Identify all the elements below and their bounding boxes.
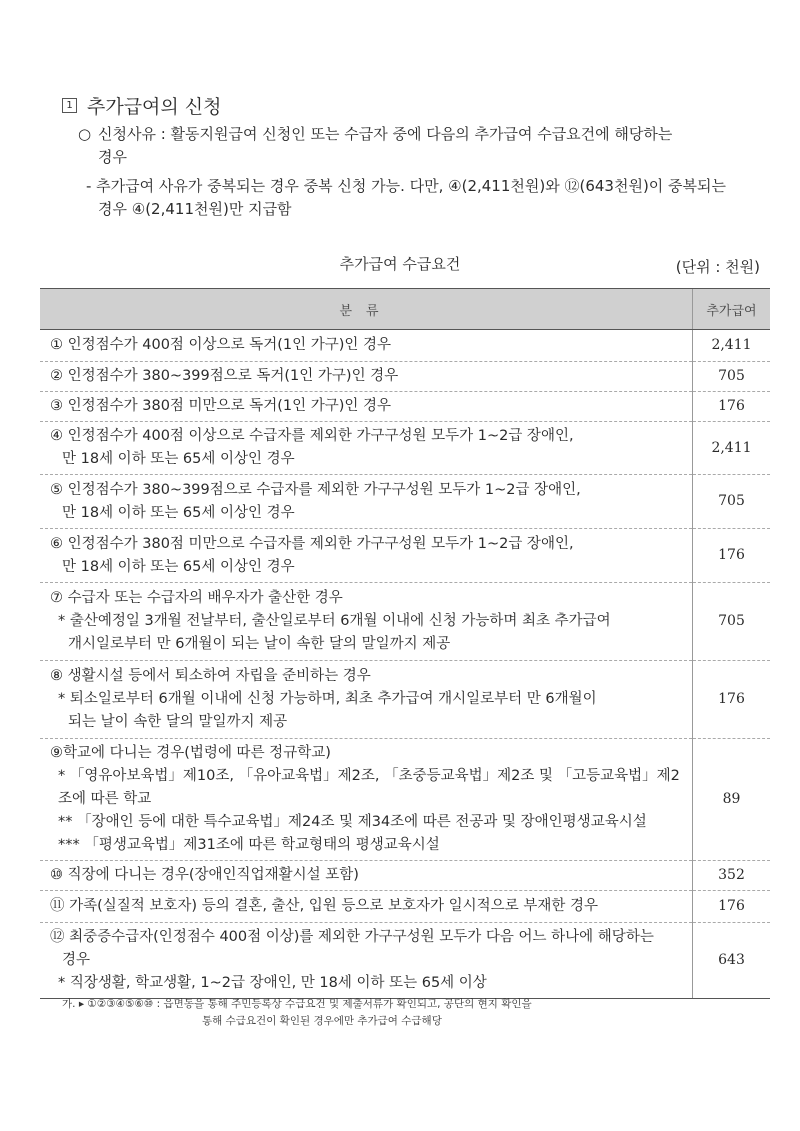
- row-amount: 176: [693, 661, 771, 739]
- row-description: [40, 475, 693, 529]
- row-description: [40, 739, 693, 861]
- table-row: [40, 529, 770, 583]
- row-line: ⑩ 직장에 다니는 경우(장애인직업재활시설 포함): [50, 867, 359, 883]
- table-body: [40, 330, 770, 999]
- table-row: [40, 861, 770, 891]
- row-line: * 직장생활, 학교생활, 1~2급 장애인, 만 18세 이하 또는 65세 이상: [58, 975, 487, 991]
- box-number-marker: 1: [62, 98, 77, 113]
- table-title: 추가급여 수급요건: [339, 255, 461, 273]
- row-line: ** 「장애인 등에 대한 특수교육법」제24조 및 제34조에 따른 전공과 및 장애인평생교육시설: [58, 814, 647, 830]
- row-description: [40, 362, 693, 392]
- footnote: [62, 996, 532, 1030]
- row-amount: 705: [693, 583, 771, 661]
- row-line: ⑤ 인정점수가 380~399점으로 수급자를 제외한 가구구성원 모두가 1~2급 장애인,: [50, 481, 581, 498]
- row-line: 개시일로부터 만 6개월이 되는 날이 속한 달의 말일까지 제공: [68, 636, 451, 652]
- row-description: [40, 392, 693, 422]
- footnote-line-1: 가. ▸ ①②③④⑤⑥⑩ : 읍면동을 통해 주민등록상 수급요건 및 제출서류가 확인되고, 공단의 현지 확인을: [62, 998, 532, 1010]
- row-line: 만 18세 이하 또는 65세 이상인 경우: [62, 451, 295, 467]
- reason-line: 신청사유 : 활동지원급여 신청인 또는 수급자 중에 다음의 추가급여 수급요건에 해당하는: [98, 125, 673, 143]
- row-line: ⑪ 가족(실질적 보호자) 등의 결혼, 출산, 입원 등으로 보호자가 일시적으로 부재한 경우: [50, 898, 598, 914]
- table-row: [40, 739, 770, 861]
- row-amount: 89: [693, 739, 771, 861]
- table-row: [40, 583, 770, 661]
- section-title: 추가급여의 신청: [87, 96, 222, 118]
- table-unit: (단위 : 천원): [675, 258, 760, 276]
- row-line: ⑨학교에 다니는 경우(법령에 따른 정규학교): [50, 745, 331, 761]
- row-amount: 705: [693, 362, 771, 392]
- table-row: [40, 422, 770, 475]
- row-line: ⑫ 최중증수급자(인정점수 400점 이상)를 제외한 가구구성원 모두가 다음 어느 하나에 해당하는: [50, 929, 654, 945]
- row-description: [40, 661, 693, 739]
- row-line: 만 18세 이하 또는 65세 이상인 경우: [62, 558, 295, 575]
- duplicate-note-paragraph: [86, 175, 776, 221]
- table-row: [40, 392, 770, 422]
- table-row: [40, 362, 770, 392]
- row-amount: 2,411: [693, 422, 771, 475]
- reason-line-cont: 경우: [98, 148, 127, 166]
- row-line: * 퇴소일로부터 6개월 이내에 신청 가능하며, 최초 추가급여 개시일로부터 만 6개월이: [58, 691, 597, 707]
- circle-bullet-icon: ○: [78, 125, 92, 143]
- table-row: [40, 891, 770, 923]
- header-category: 분류: [40, 289, 693, 330]
- row-line: 되는 날이 속한 달의 말일까지 제공: [68, 714, 288, 730]
- section-heading: [62, 92, 222, 119]
- row-line: 만 18세 이하 또는 65세 이상인 경우: [62, 504, 295, 521]
- row-line: *** 「평생교육법」제31조에 따른 학교형태의 평생교육시설: [58, 837, 440, 853]
- row-amount: 643: [693, 923, 771, 999]
- row-line: * 출산예정일 3개월 전날부터, 출산일로부터 6개월 이내에 신청 가능하며 최초 추가급여: [58, 613, 611, 629]
- row-description: [40, 891, 693, 923]
- row-description: [40, 583, 693, 661]
- row-amount: 176: [693, 891, 771, 923]
- row-description: [40, 330, 693, 362]
- row-line: ⑦ 수급자 또는 수급자의 배우자가 출산한 경우: [50, 590, 343, 606]
- row-line: ⑧ 생활시설 등에서 퇴소하여 자립을 준비하는 경우: [50, 668, 371, 684]
- row-description: [40, 529, 693, 583]
- row-line: ⑥ 인정점수가 380점 미만으로 수급자를 제외한 가구구성원 모두가 1~2급 장애인,: [50, 535, 574, 552]
- row-amount: 2,411: [693, 330, 771, 362]
- row-amount: 176: [693, 529, 771, 583]
- table-row: [40, 661, 770, 739]
- row-description: [40, 923, 693, 999]
- row-line: ① 인정점수가 400점 이상으로 독거(1인 가구)인 경우: [50, 337, 391, 353]
- benefit-table: [40, 288, 770, 999]
- row-line: * 「영유아보육법」제10조, 「유아교육법」제2조, 「초중등교육법」제2조 및 「고등교육법」제2조에 따른 학교: [58, 768, 680, 807]
- header-amount: 추가급여: [693, 289, 771, 330]
- table-header-row: [40, 289, 770, 330]
- row-line: ③ 인정점수가 380점 미만으로 독거(1인 가구)인 경우: [50, 398, 391, 414]
- application-reason-paragraph: [78, 123, 778, 169]
- row-amount: 176: [693, 392, 771, 422]
- row-amount: 352: [693, 861, 771, 891]
- row-line: ④ 인정점수가 400점 이상으로 수급자를 제외한 가구구성원 모두가 1~2급 장애인,: [50, 428, 574, 444]
- duplicate-note-line: - 추가급여 사유가 중복되는 경우 중복 신청 가능. 다만, ④(2,411천원)와 ⑫(643천원)이 중복되는: [86, 177, 727, 195]
- table-row: [40, 475, 770, 529]
- table-row: [40, 330, 770, 362]
- row-description: [40, 861, 693, 891]
- table-row: [40, 923, 770, 999]
- footnote-line-2: 통해 수급요건이 확인된 경우에만 추가급여 수급해당: [202, 1015, 442, 1027]
- row-amount: 705: [693, 475, 771, 529]
- row-description: [40, 422, 693, 475]
- row-line: 경우: [62, 952, 91, 968]
- duplicate-note-cont: 경우 ④(2,411천원)만 지급함: [98, 200, 292, 218]
- row-line: ② 인정점수가 380~399점으로 독거(1인 가구)인 경우: [50, 368, 399, 384]
